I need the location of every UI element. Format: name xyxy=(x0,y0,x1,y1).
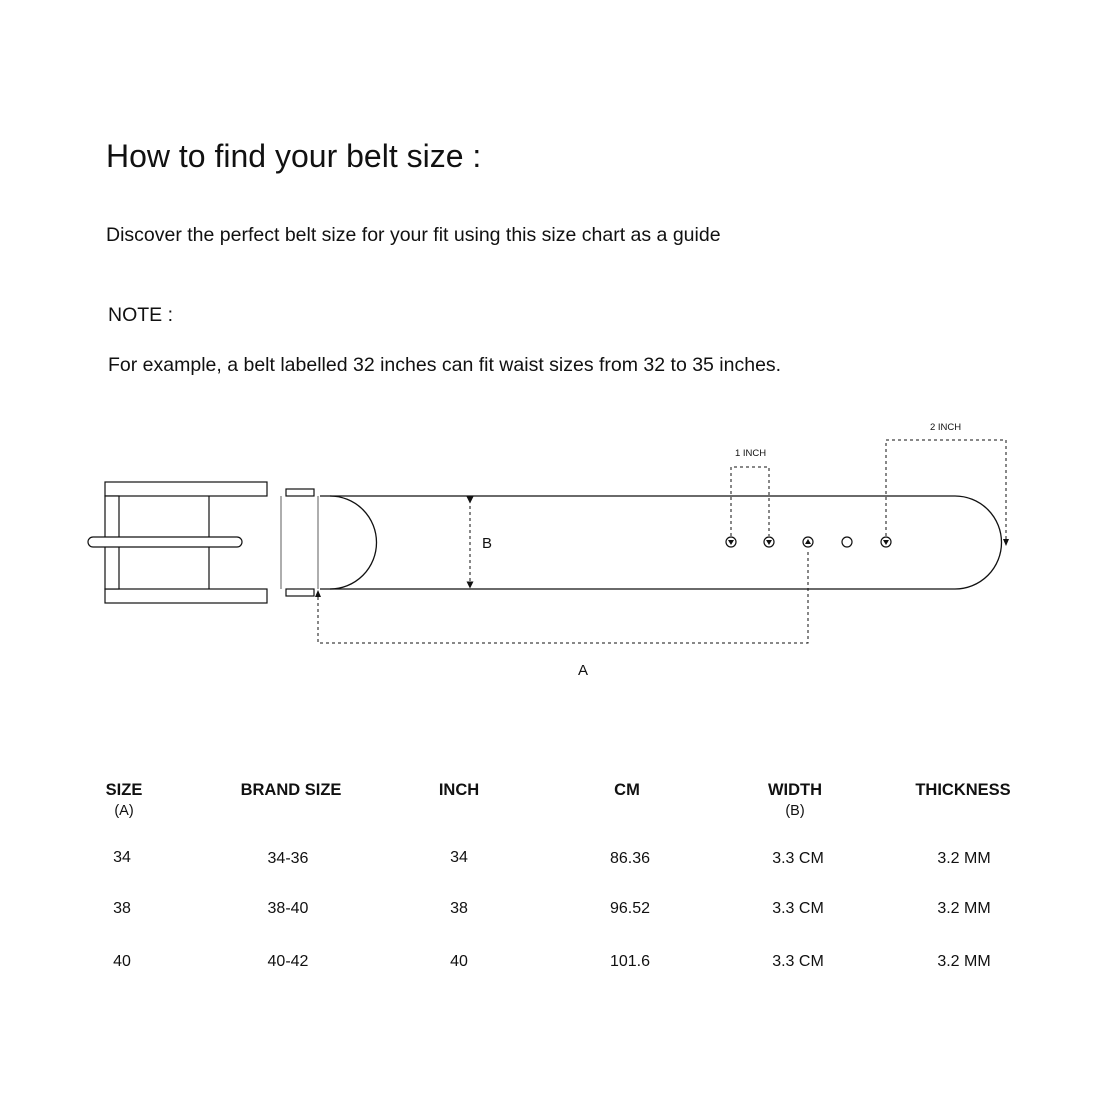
table-cell: 38 xyxy=(450,900,468,917)
header-cm: CM xyxy=(614,781,640,799)
note-text: For example, a belt labelled 32 inches can fit waist sizes from 32 to 35 inches. xyxy=(108,354,782,376)
table-cell: 3.3 CM xyxy=(772,850,824,867)
label-a: A xyxy=(578,662,589,679)
two-inch-bracket xyxy=(886,440,1006,540)
table-cell: 3.3 CM xyxy=(772,953,824,970)
table-cell: 96.52 xyxy=(609,900,651,917)
belt-hole xyxy=(881,537,891,547)
header-size: SIZE (A) xyxy=(105,781,143,819)
table-cell: 34 xyxy=(450,849,468,866)
table-cell: 86.36 xyxy=(609,850,651,867)
two-inch-arrowhead xyxy=(1003,539,1009,546)
page-title: How to find your belt size : xyxy=(106,138,482,174)
buckle-prong xyxy=(88,537,242,547)
belt-holes xyxy=(726,537,891,547)
label-two-inch: 2 INCH xyxy=(930,422,962,433)
belt-diagram xyxy=(0,400,1100,700)
note-label: NOTE : xyxy=(108,304,174,326)
table-cell: 40-42 xyxy=(267,953,309,970)
belt-hole xyxy=(764,537,774,547)
table-cell: 3.2 MM xyxy=(937,900,991,917)
table-cell: 34 xyxy=(113,849,131,866)
table-cell: 3.2 MM xyxy=(937,850,991,867)
table-cell: 3.2 MM xyxy=(937,953,991,970)
label-b: B xyxy=(482,535,493,552)
table-cell: 3.3 CM xyxy=(772,900,824,917)
belt-keeper xyxy=(281,489,318,596)
header-inch: INCH xyxy=(438,781,480,799)
length-a-bracket xyxy=(318,549,808,643)
table-cell: 40 xyxy=(113,953,131,970)
belt-hole xyxy=(726,537,736,547)
page-subtitle: Discover the perfect belt size for your fit using this size chart as a guide xyxy=(106,224,721,246)
table-cell: 101.6 xyxy=(609,953,651,970)
belt-strap xyxy=(320,496,1002,589)
belt-hole xyxy=(803,537,813,547)
header-brand-size: BRAND SIZE xyxy=(240,781,342,799)
table-cell: 34-36 xyxy=(267,850,309,867)
length-a-arrowhead xyxy=(315,590,321,597)
table-cell: 38 xyxy=(113,900,131,917)
table-cell: 38-40 xyxy=(267,900,309,917)
header-thickness: THICKNESS xyxy=(915,781,1011,799)
one-inch-bracket xyxy=(731,467,769,536)
belt-hole xyxy=(842,537,852,547)
header-width: WIDTH (B) xyxy=(767,781,823,819)
buckle-top-bar xyxy=(105,482,267,496)
label-one-inch: 1 INCH xyxy=(735,448,767,459)
table-cell: 40 xyxy=(450,953,468,970)
buckle-bottom-bar xyxy=(105,589,267,603)
